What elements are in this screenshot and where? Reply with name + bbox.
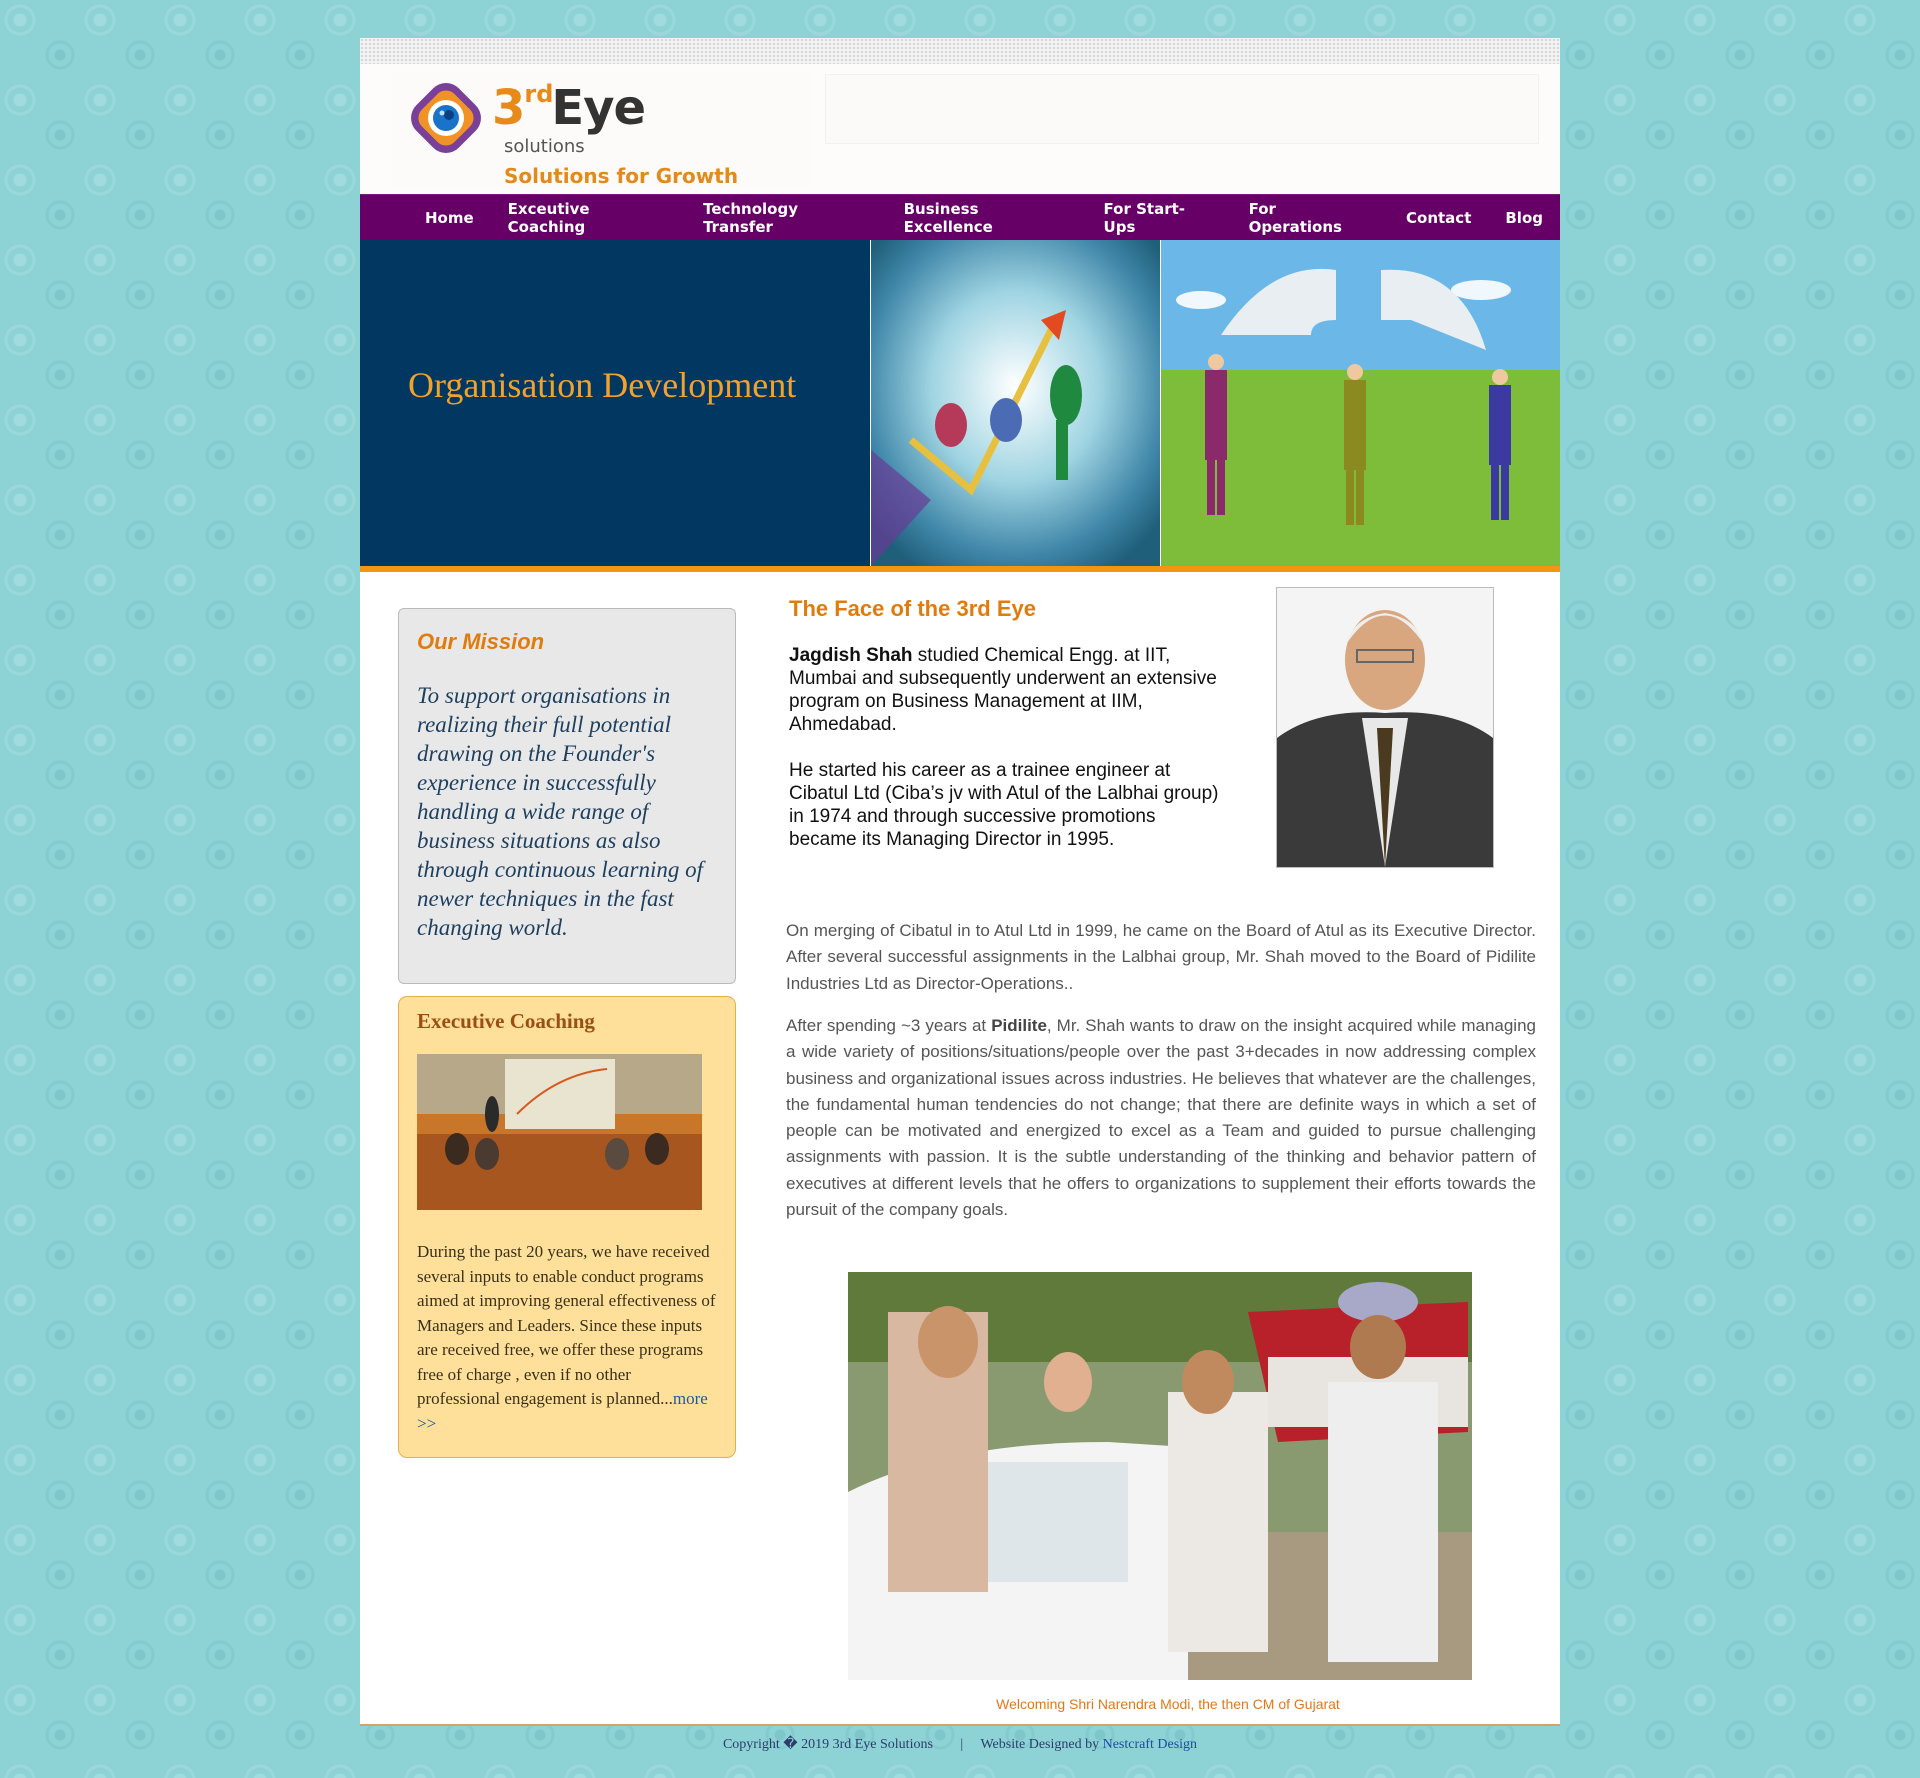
- founder-name: Jagdish Shah: [789, 645, 913, 666]
- top-dotted-strip: [360, 38, 1560, 64]
- philosophy-pre: After spending ~3 years at: [786, 1016, 992, 1035]
- coaching-text: [417, 1240, 717, 1436]
- photo-caption: Welcoming Shri Narendra Modi, the then CM of Gujarat: [996, 1696, 1340, 1712]
- left-sidebar: [398, 608, 738, 1458]
- mission-heading: Our Mission: [417, 629, 545, 654]
- designer-link[interactable]: Nestcraft Design: [1102, 1737, 1198, 1752]
- coaching-box: [398, 996, 736, 1458]
- growth-arrow-illustration: [871, 240, 1160, 566]
- logo-solutions-text: solutions: [504, 136, 585, 157]
- nav-executive-coaching[interactable]: Exceutive Coaching: [507, 199, 590, 236]
- coaching-session-photo: [417, 1054, 702, 1210]
- site-logo[interactable]: [392, 72, 812, 187]
- coaching-more-link[interactable]: more >>: [417, 1389, 708, 1433]
- banner-title: Organisation Development: [408, 365, 797, 405]
- site-footer: [360, 1736, 1560, 1753]
- bio-paragraph-1: [789, 644, 1219, 736]
- mission-text: To support organisations in realizing their full potential drawing on the Founder's experience in successfully handling a wide range of business situations as also through continuous learning of newer techniques in the fast changing world.: [417, 683, 704, 940]
- logo-three: 3: [492, 80, 524, 136]
- nav-contact[interactable]: Contact: [1406, 208, 1472, 227]
- coaching-body: During the past 20 years, we have received several inputs to enable conduct programs aimed at improving general effectiveness of Managers and Leaders. Since these inputs are received free, we offer these programs free of charge , even if no other professional engagement is planned...: [417, 1242, 716, 1408]
- founder-portrait-frame: [1276, 587, 1494, 868]
- founder-portrait: [1277, 588, 1493, 867]
- career-paragraph: On merging of Cibatul in to Atul Ltd in 1999, he came on the Board of Atul as its Executive Director. After several successful assignments in the Lalbhai group, Mr. Shah moved to the Board of Pidilite Industries Ltd as Director-Operations..: [786, 921, 1536, 993]
- main-nav: [360, 194, 1560, 240]
- footer-separator: |: [960, 1737, 964, 1752]
- nav-blog[interactable]: Blog: [1505, 208, 1543, 227]
- bio-paragraph-1-text: studied Chemical Engg. at IIT, Mumbai and subsequently underwent an extensive program on Business Management at IIM, Ahmedabad.: [789, 645, 1217, 735]
- philosophy-company: Pidilite: [991, 1016, 1047, 1035]
- page-container: [360, 38, 1560, 1752]
- site-header: [360, 64, 1560, 194]
- philosophy-rest: , Mr. Shah wants to draw on the insight acquired while managing a wide variety of positions/situations/people over the past 3+decades in now addressing complex business and organizational issues across industries. He believes that whatever are the challenges, the fundamental human tendencies do not change; that there are definite ways in which a set of people can be motivated and energized to excel as a Team and guided to pursue challenging assignments with passion. It is the subtle understanding of the thinking and behavior pattern of executives at different levels that he offers to organizations to supplement their efforts towards the pursuit of the company goals.: [786, 1016, 1536, 1220]
- footer-divider: [360, 1724, 1560, 1726]
- logo-wordmark: [492, 80, 645, 136]
- logo-eye-text: Eye: [551, 80, 646, 136]
- copyright-text: Copyright � 2019 3rd Eye Solutions: [722, 1737, 933, 1752]
- logo-tagline: Solutions for Growth: [504, 164, 739, 188]
- philosophy-paragraph: [786, 1013, 1536, 1223]
- nav-technology-transfer[interactable]: Technology Transfer: [703, 199, 799, 236]
- logo-rd: rd: [524, 80, 554, 108]
- coaching-heading: Executive Coaching: [417, 1009, 595, 1033]
- hero-banner: [360, 240, 1560, 572]
- designed-by-text: Website Designed by: [980, 1737, 1103, 1752]
- section-title: The Face of the 3rd Eye: [789, 596, 1036, 621]
- nav-for-start-ups[interactable]: For Start-Ups: [1103, 199, 1185, 236]
- nav-business-excellence[interactable]: Business Excellence: [903, 199, 993, 236]
- nav-home[interactable]: Home: [425, 208, 474, 227]
- mission-box: [398, 608, 736, 984]
- nav-for-operations[interactable]: For Operations: [1248, 199, 1342, 236]
- puzzle-teamwork-illustration: [1161, 240, 1560, 566]
- welcome-photo: [848, 1272, 1472, 1680]
- eye-logo-icon: [408, 80, 484, 156]
- header-blank-panel: [825, 74, 1539, 144]
- banner-title-panel: [360, 240, 870, 566]
- bio-paragraph-2: He started his career as a trainee engineer at Cibatul Ltd (Ciba’s jv with Atul of the Lalbhai group) in 1974 and through successive promotions became its Managing Director in 1995.: [789, 760, 1219, 850]
